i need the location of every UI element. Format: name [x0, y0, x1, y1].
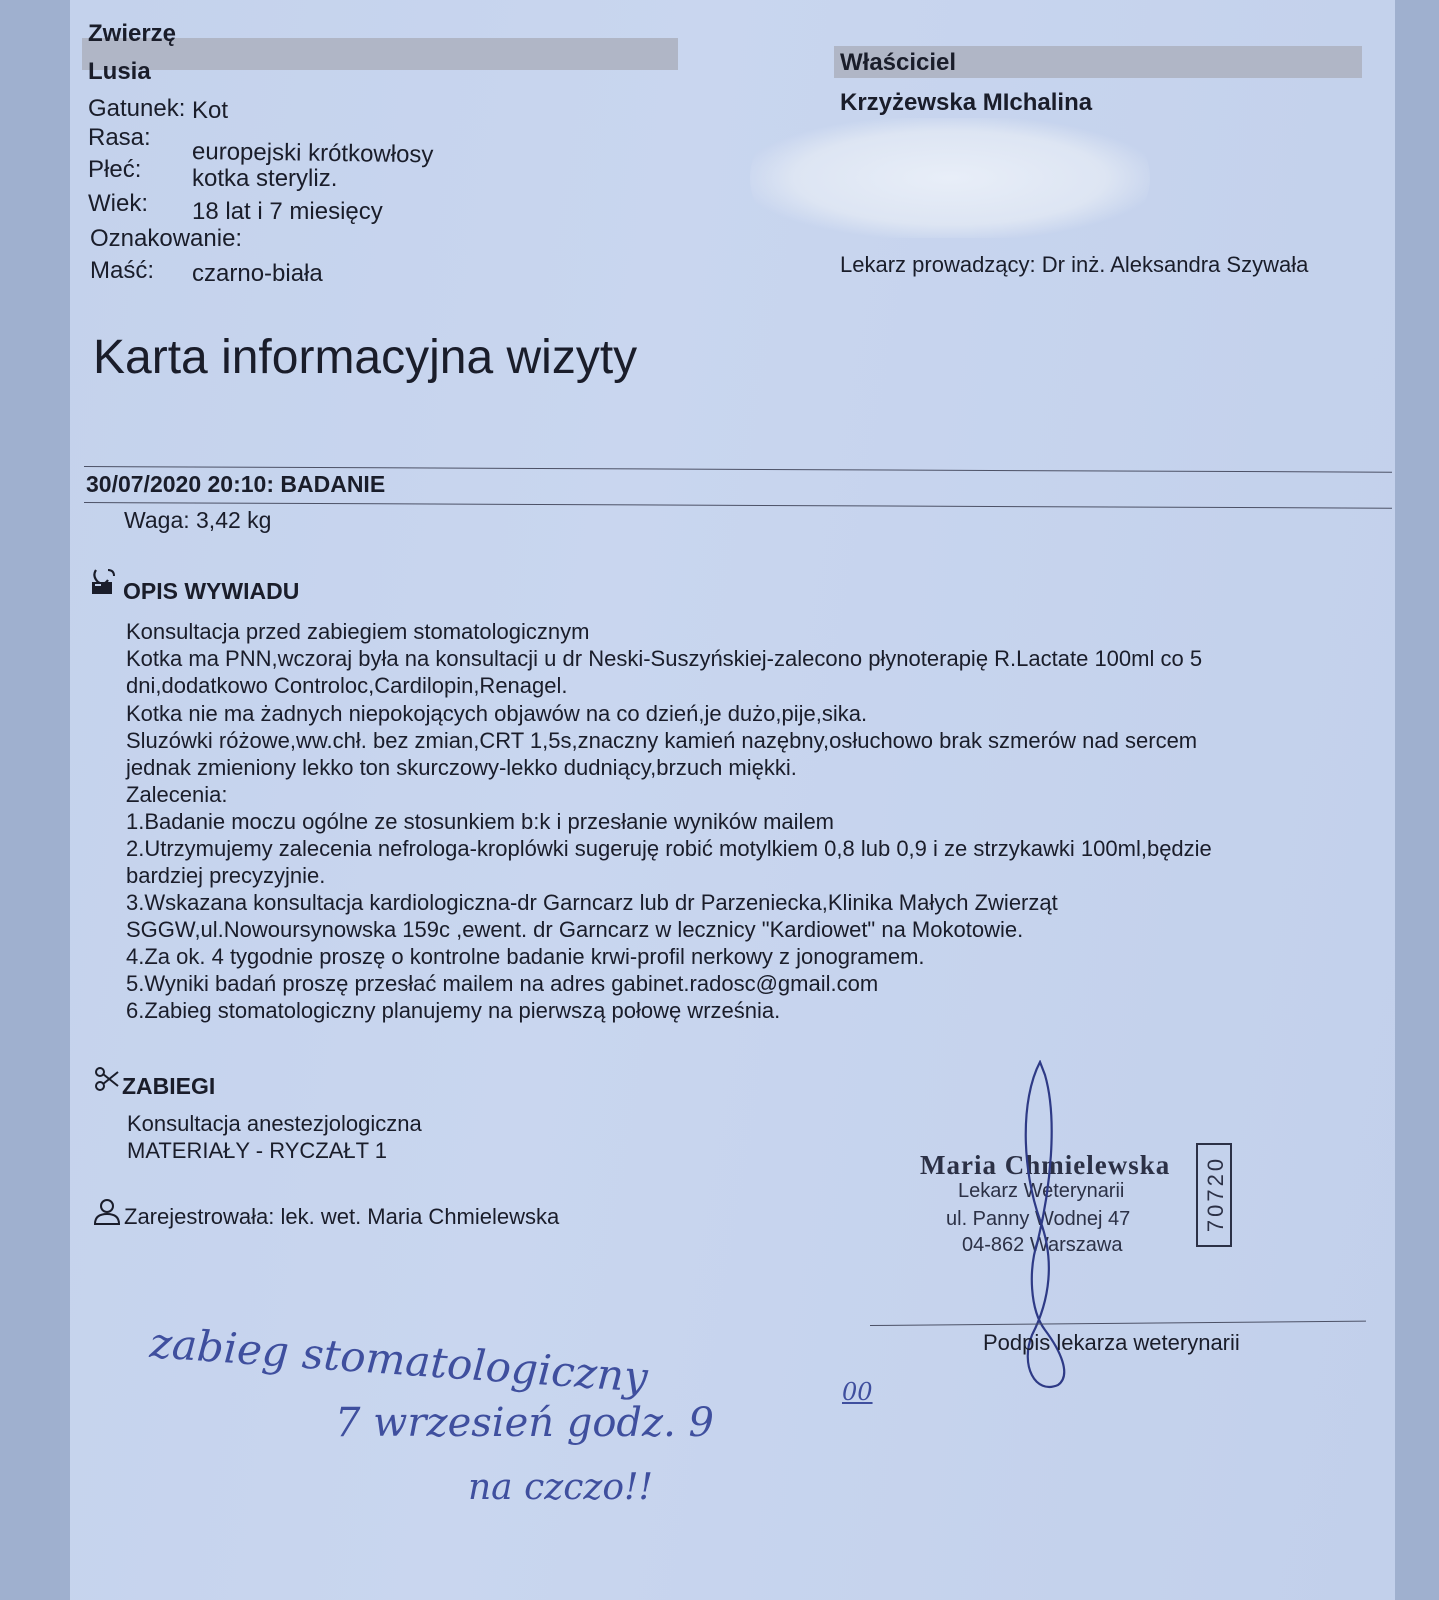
procedures-section	[94, 1066, 120, 1097]
interview-line: 3.Wskazana konsultacja kardiologiczna-dr Garncarz lub dr Parzeniecka,Klinika Małych Zwierząt	[126, 890, 1058, 915]
weight: Waga: 3,42 kg	[124, 507, 272, 533]
stamp-city: 04-862 Warszawa	[962, 1234, 1123, 1256]
age-label: Wiek:	[88, 190, 148, 217]
stamp-number: 70720	[1203, 1155, 1228, 1233]
coat-label: Maść:	[90, 257, 155, 284]
animal-name: Lusia	[88, 58, 151, 85]
interview-line: jednak zmieniony lekko ton skurczowy-lekko dudniący,brzuch miękki.	[126, 755, 797, 780]
stamp-street: ul. Panny Wodnej 47	[946, 1208, 1131, 1230]
handwritten-line-1: zabieg stomatologiczny	[148, 1318, 650, 1402]
procedure-line: Konsultacja anestezjologiczna	[127, 1111, 422, 1136]
interview-heading: OPIS WYWIADU	[123, 578, 300, 604]
marking-label: Oznakowanie:	[90, 225, 243, 252]
stamp-role: Lekarz Weterynarii	[958, 1180, 1125, 1202]
age-value: 18 lat i 7 miesięcy	[192, 198, 383, 225]
breed-value: europejski krótkowłosy	[191, 138, 434, 169]
attending-doctor: Lekarz prowadzący: Dr inż. Aleksandra Szywała	[840, 252, 1309, 277]
sex-label: Płeć:	[88, 156, 142, 183]
scissors-icon	[94, 1066, 120, 1092]
interview-section	[90, 566, 118, 601]
species-label: Gatunek:	[88, 95, 186, 122]
coat-value: czarno-biała	[192, 260, 323, 287]
visit-datetime: 30/07/2020 20:10: BADANIE	[86, 471, 386, 497]
species-value: Kot	[192, 97, 229, 124]
handwritten-time-superscript: 00	[842, 1378, 873, 1406]
user-icon	[92, 1198, 122, 1226]
interview-line: 1.Badanie moczu ogólne ze stosunkiem b:k i przesłanie wyników mailem	[126, 809, 835, 834]
stethoscope-icon	[90, 566, 118, 596]
interview-line: Sluzówki różowe,ww.chł. bez zmian,CRT 1,5s,znaczny kamień nazębny,osłuchowo brak szmerów nad sercem	[126, 728, 1198, 753]
interview-line: 5.Wyniki badań proszę przesłać mailem na adres gabinet.radosc@gmail.com	[126, 971, 879, 996]
redacted-address	[750, 118, 1150, 238]
stamp-number-box	[1196, 1143, 1232, 1247]
signature-label: Podpis lekarza weterynarii	[983, 1330, 1240, 1355]
animal-header: Zwierzę	[88, 20, 177, 47]
handwritten-line-2: 7 wrzesień godz. 9	[335, 1400, 714, 1446]
page-title: Karta informacyjna wizyty	[93, 331, 638, 384]
owner-name: Krzyżewska MIchalina	[840, 89, 1093, 116]
breed-label: Rasa:	[88, 124, 151, 151]
interview-line: Kotka ma PNN,wczoraj była na konsultacji u dr Neski-Suszyńskiej-zalecono płynoterapię R.Lactate 100ml co 5	[126, 646, 1203, 671]
sex-value: kotka steryliz.	[192, 165, 338, 192]
owner-header: Właściciel	[840, 49, 957, 76]
interview-line: 6.Zabieg stomatologiczny planujemy na pierwszą połowę września.	[126, 998, 781, 1023]
interview-line: Zalecenia:	[126, 782, 228, 807]
procedure-line: MATERIAŁY - RYCZAŁT 1	[127, 1138, 388, 1163]
interview-line: 4.Za ok. 4 tygodnie proszę o kontrolne badanie krwi-profil nerkowy z jonogramem.	[126, 944, 925, 969]
procedures-heading: ZABIEGI	[122, 1073, 216, 1099]
handwritten-line-3: na czczo!!	[468, 1467, 653, 1508]
registered-section	[92, 1198, 122, 1231]
interview-line: SGGW,ul.Nowoursynowska 159c ,ewent. dr Garncarz w lecznicy "Kardiowet" na Mokotowie.	[126, 917, 1024, 942]
interview-line: Konsultacja przed zabiegiem stomatologicznym	[126, 619, 590, 644]
interview-line: Kotka nie ma żadnych niepokojących objawów na co dzień,je dużo,pije,sika.	[126, 701, 868, 726]
stamp-name: Maria Chmielewska	[920, 1150, 1171, 1180]
interview-line: dni,dodatkowo Controloc,Cardilopin,Renagel.	[126, 673, 568, 698]
registered-by: Zarejestrowała: lek. wet. Maria Chmielewska	[124, 1204, 560, 1229]
interview-line: bardziej precyzyjnie.	[126, 863, 326, 888]
interview-line: 2.Utrzymujemy zalecenia nefrologa-kroplówki sugeruję robić motylkiem 0,8 lub 0,9 i ze strzykawki 100ml,będzie	[126, 836, 1212, 861]
